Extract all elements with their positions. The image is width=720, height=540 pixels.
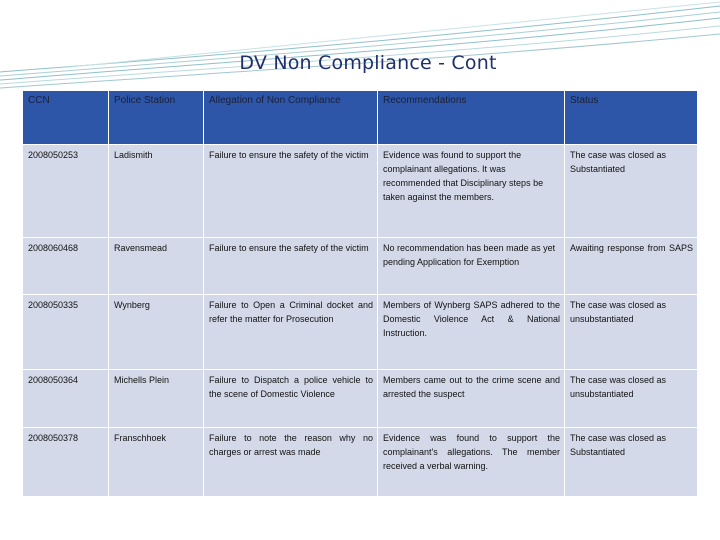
cell-police-station: Michells Plein (109, 370, 204, 428)
cell-police-station: Franschhoek (109, 428, 204, 497)
header-ccn: CCN (23, 91, 109, 145)
cell-allegation: Failure to ensure the safety of the victim (204, 145, 378, 238)
cell-recommendation: Members came out to the crime scene and arrested the suspect (378, 370, 565, 428)
cell-police-station: Ravensmead (109, 238, 204, 295)
table-row (23, 145, 698, 238)
cell-status: The case was closed as Substantiated (565, 428, 698, 497)
cell-status: The case was closed as Substantiated (565, 145, 698, 238)
header-recommendations: Recommendations (378, 91, 565, 145)
cell-recommendation: Evidence was found to support the complainant allegations. It was recommended that Disciplinary steps be taken against the members. (378, 145, 565, 238)
cell-ccn: 2008060468 (23, 238, 109, 295)
table-header-row (23, 91, 698, 145)
cell-ccn: 2008050253 (23, 145, 109, 238)
table-row (23, 295, 698, 370)
decorative-swoosh (0, 0, 720, 90)
table-row (23, 370, 698, 428)
slide-title: DV Non Compliance - Cont (239, 52, 497, 74)
cell-ccn: 2008050378 (23, 428, 109, 497)
cell-police-station: Wynberg (109, 295, 204, 370)
header-status: Status (565, 91, 698, 145)
cell-status: The case was closed as unsubstantiated (565, 370, 698, 428)
cell-recommendation: Members of Wynberg SAPS adhered to the Domestic Violence Act & National Instruction. (378, 295, 565, 370)
cell-recommendation: Evidence was found to support the complainant's allegations. The member received a verbal warning. (378, 428, 565, 497)
header-allegation: Allegation of Non Compliance (204, 91, 378, 145)
header-police-station: Police Station (109, 91, 204, 145)
compliance-table (22, 90, 698, 497)
cell-status: The case was closed as unsubstantiated (565, 295, 698, 370)
cell-police-station: Ladismith (109, 145, 204, 238)
cell-ccn: 2008050335 (23, 295, 109, 370)
cell-allegation: Failure to Dispatch a police vehicle to the scene of Domestic Violence (204, 370, 378, 428)
table-row (23, 238, 698, 295)
cell-recommendation: No recommendation has been made as yet pending Application for Exemption (378, 238, 565, 295)
cell-status: Awaiting response from SAPS (565, 238, 698, 295)
cell-ccn: 2008050364 (23, 370, 109, 428)
cell-allegation: Failure to Open a Criminal docket and refer the matter for Prosecution (204, 295, 378, 370)
cell-allegation: Failure to note the reason why no charges or arrest was made (204, 428, 378, 497)
cell-allegation: Failure to ensure the safety of the victim (204, 238, 378, 295)
table-row (23, 428, 698, 497)
